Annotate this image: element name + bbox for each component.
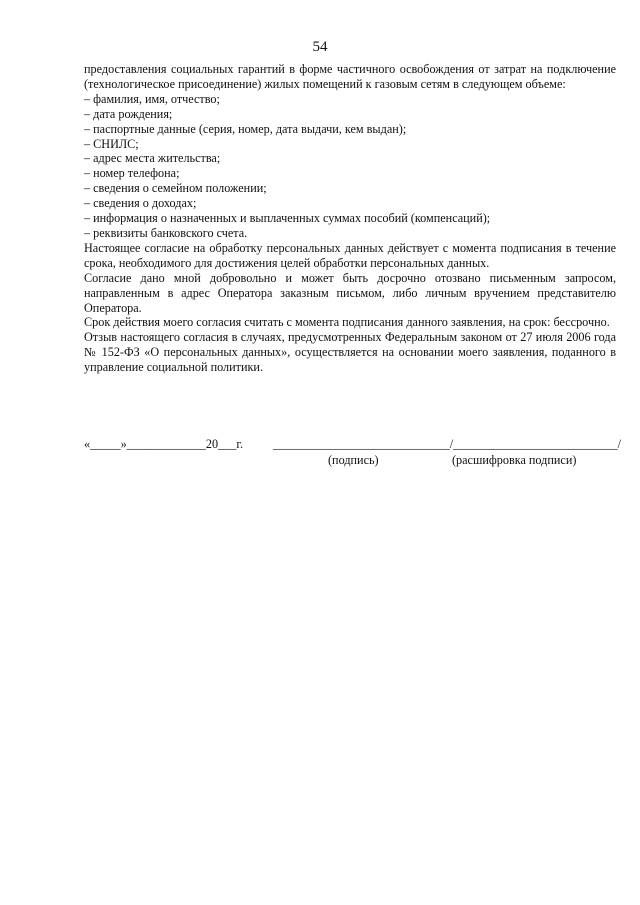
list-item: – адрес места жительства; bbox=[84, 151, 221, 166]
date-field: «_____»_____________20___г. bbox=[84, 437, 244, 451]
list-item: – реквизиты банковского счета. bbox=[84, 225, 248, 240]
list-item: – сведения о семейном положении; bbox=[84, 181, 267, 196]
signature-field: _____________________________/___________________________/ bbox=[273, 437, 622, 451]
intro-paragraph: предоставления социальных гарантий в форме частичного освобождения от затрат на подключение (технологическое присоединение) жилых помещений к газовым сетям в следующем объеме: bbox=[84, 62, 616, 91]
signature-block bbox=[84, 437, 622, 477]
term-paragraph: Срок действия моего согласия считать с момента подписания данного заявления, на срок: бессрочно. bbox=[84, 315, 610, 330]
signature-caption: (подпись) bbox=[328, 453, 379, 467]
consent-text bbox=[84, 62, 616, 375]
list-item: – фамилия, имя, отчество; bbox=[84, 91, 220, 106]
list-item: – номер телефона; bbox=[84, 166, 180, 181]
list-item: – паспортные данные (серия, номер, дата выдачи, кем выдан); bbox=[84, 121, 407, 136]
page-number: 54 bbox=[312, 39, 328, 55]
validity-paragraph: Настоящее согласие на обработку персональных данных действует с момента подписания в течение срока, необходимого для достижения целей обработки персональных данных. bbox=[84, 240, 616, 270]
list-item: – СНИЛС; bbox=[84, 136, 139, 151]
revocation-method-paragraph: Согласие дано мной добровольно и может быть досрочно отозвано письменным запросом, направленным в адрес Оператора заказным письмом, либо личным вручением представителю Оператора. bbox=[84, 270, 616, 315]
withdrawal-paragraph: Отзыв настоящего согласия в случаях, предусмотренных Федеральным законом от 27 июля 2006 года № 152-ФЗ «О персональных данных», осуществляется на основании моего заявления, поданного в управление социальной политики. bbox=[84, 330, 616, 375]
list-item: – сведения о доходах; bbox=[84, 196, 197, 211]
list-item: – дата рождения; bbox=[84, 106, 173, 121]
personal-data-list bbox=[84, 92, 616, 241]
decoding-caption: (расшифровка подписи) bbox=[452, 453, 577, 467]
list-item: – информация о назначенных и выплаченных суммах пособий (компенсаций); bbox=[84, 211, 491, 226]
